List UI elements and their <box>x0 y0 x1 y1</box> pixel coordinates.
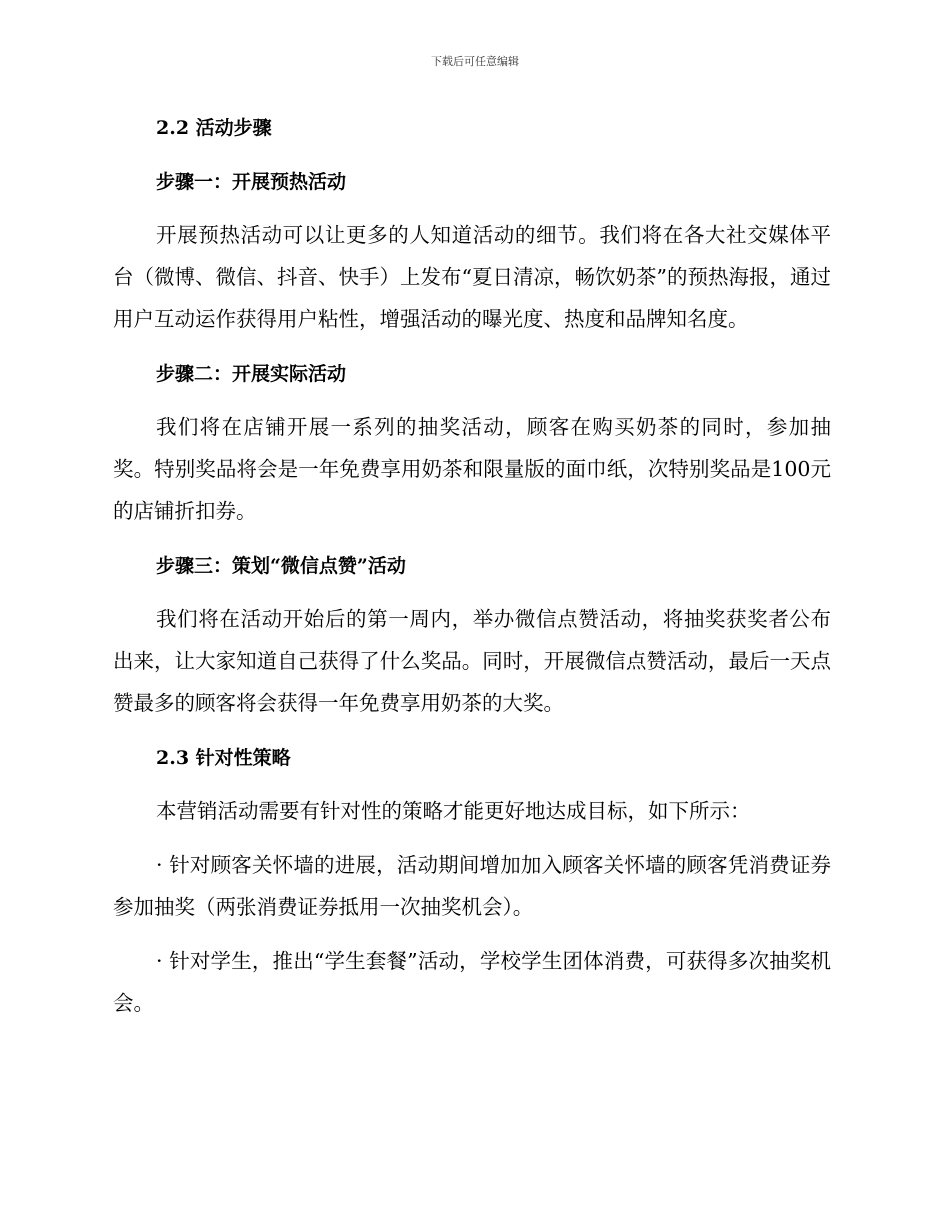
document-body <box>113 106 831 1036</box>
step-one-heading: 步骤一：开展预热活动 <box>156 171 347 193</box>
step-three-paragraph: 我们将在活动开始后的第一周内，举办微信点赞活动，将抽奖获奖者公布出来，让大家知道自己获得了什么奖品。同时，开展微信点赞活动，最后一天点赞最多的顾客将会获得一年免费享用奶茶的大奖。 <box>113 607 831 715</box>
section-heading-2-3: 2.3 针对性策略 <box>156 747 291 769</box>
strategy-intro-paragraph: 本营销活动需要有针对性的策略才能更好地达成目标，如下所示： <box>156 799 751 823</box>
strategy-bullet-students: · 针对学生，推出“学生套餐”活动，学校学生团体消费，可获得多次抽奖机会。 <box>113 949 831 1015</box>
section-heading-2-2: 2.2 活动步骤 <box>156 117 272 139</box>
step-two-heading: 步骤二：开展实际活动 <box>156 363 347 385</box>
step-three-heading: 步骤三：策划“微信点赞”活动 <box>156 555 406 577</box>
page-header: 下载后可任意编辑 <box>431 55 519 68</box>
step-one-paragraph: 开展预热活动可以让更多的人知道活动的细节。我们将在各大社交媒体平台（微博、微信、抖音、快手）上发布“夏日清凉，畅饮奶茶”的预热海报，通过用户互动运作获得用户粘性，增强活动的曝光度、热度和品牌知名度。 <box>113 223 831 331</box>
step-two-paragraph: 我们将在店铺开展一系列的抽奖活动，顾客在购买奶茶的同时，参加抽奖。特别奖品将会是一年免费享用奶茶和限量版的面巾纸，次特别奖品是100元的店铺折扣券。 <box>113 415 831 523</box>
strategy-bullet-customer-wall: · 针对顾客关怀墙的进展，活动期间增加加入顾客关怀墙的顾客凭消费证券参加抽奖（两张消费证券抵用一次抽奖机会）。 <box>113 853 831 919</box>
